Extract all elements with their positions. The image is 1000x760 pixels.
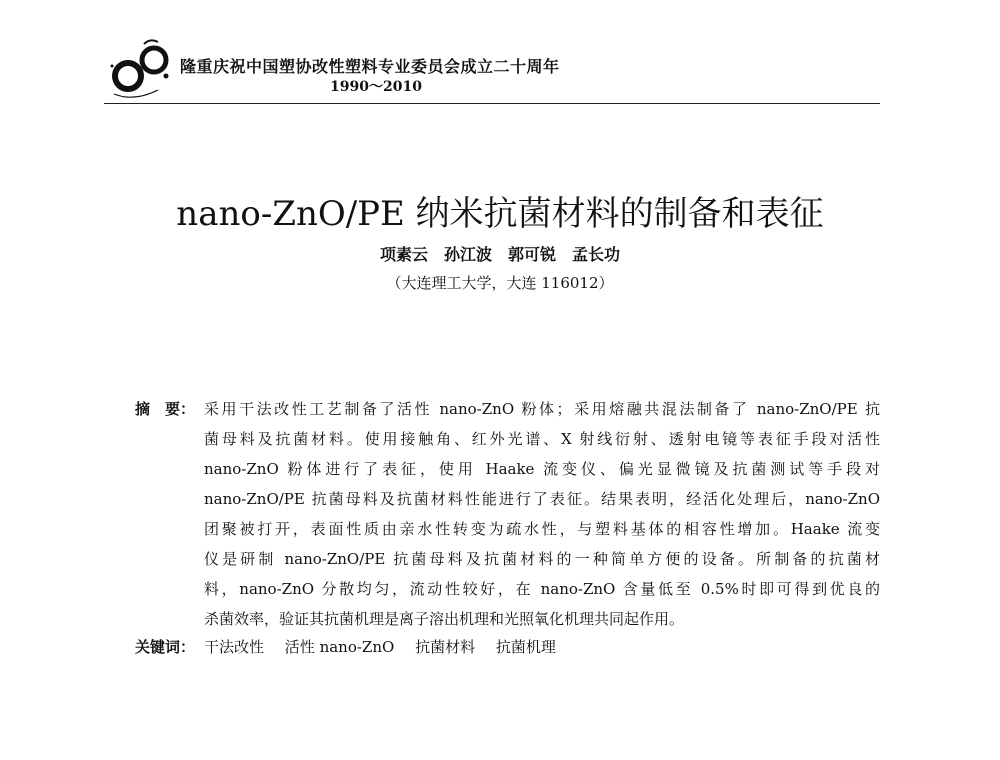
keyword: 抗菌机理 (495, 638, 556, 656)
abstract-line: 菌母料及抗菌材料。使用接触角、红外光谱、X 射线衍射、透射电镜等表征手段对活性 (204, 430, 880, 448)
keyword: 抗菌材料 (415, 638, 476, 656)
anniversary-logo (104, 36, 182, 108)
abstract-line: nano-ZnO/PE 抗菌母料及抗菌材料性能进行了表征。结果表明，经活化处理后，nano-ZnO (204, 490, 880, 508)
abstract-line: 采用干法改性工艺制备了活性 nano-ZnO 粉体；采用熔融共混法制备了 nano-ZnO/PE 抗 (204, 400, 880, 418)
abstract-line: 仪是研制 nano-ZnO/PE 抗菌母料及抗菌材料的一种简单方便的设备。所制备的抗菌材 (204, 550, 880, 568)
conference-header-title: 隆重庆祝中国塑协改性塑料专业委员会成立二十周年 (180, 57, 560, 76)
keyword: 干法改性 (204, 638, 265, 656)
paper-title: nano-ZnO/PE 纳米抗菌材料的制备和表征 (176, 194, 824, 234)
paper-affiliation: （大连理工大学，大连 116012） (386, 274, 614, 292)
abstract-line: 团聚被打开，表面性质由亲水性转变为疏水性，与塑料基体的相容性增加。Haake 流变 (204, 520, 880, 538)
abstract-line: nano-ZnO 粉体进行了表征，使用 Haake 流变仪、偏光显微镜及抗菌测试等手段对 (204, 460, 880, 478)
keywords-label: 关键词： (135, 638, 196, 656)
abstract-label: 摘 要： (135, 400, 196, 418)
abstract-line: 料，nano-ZnO 分散均匀，流动性较好，在 nano-ZnO 含量低至 0.5%时即可得到优良的 (204, 580, 880, 598)
keyword: 活性 nano-ZnO (284, 638, 395, 656)
keywords-list (204, 636, 572, 657)
conference-years: 1990～2010 (330, 79, 422, 95)
header-divider (104, 103, 880, 104)
abstract-line: 杀菌效率，验证其抗菌机理是离子溶出机理和光照氧化机理共同起作用。 (204, 610, 685, 628)
paper-authors: 项素云 孙江波 郭可锐 孟长功 (379, 245, 620, 264)
